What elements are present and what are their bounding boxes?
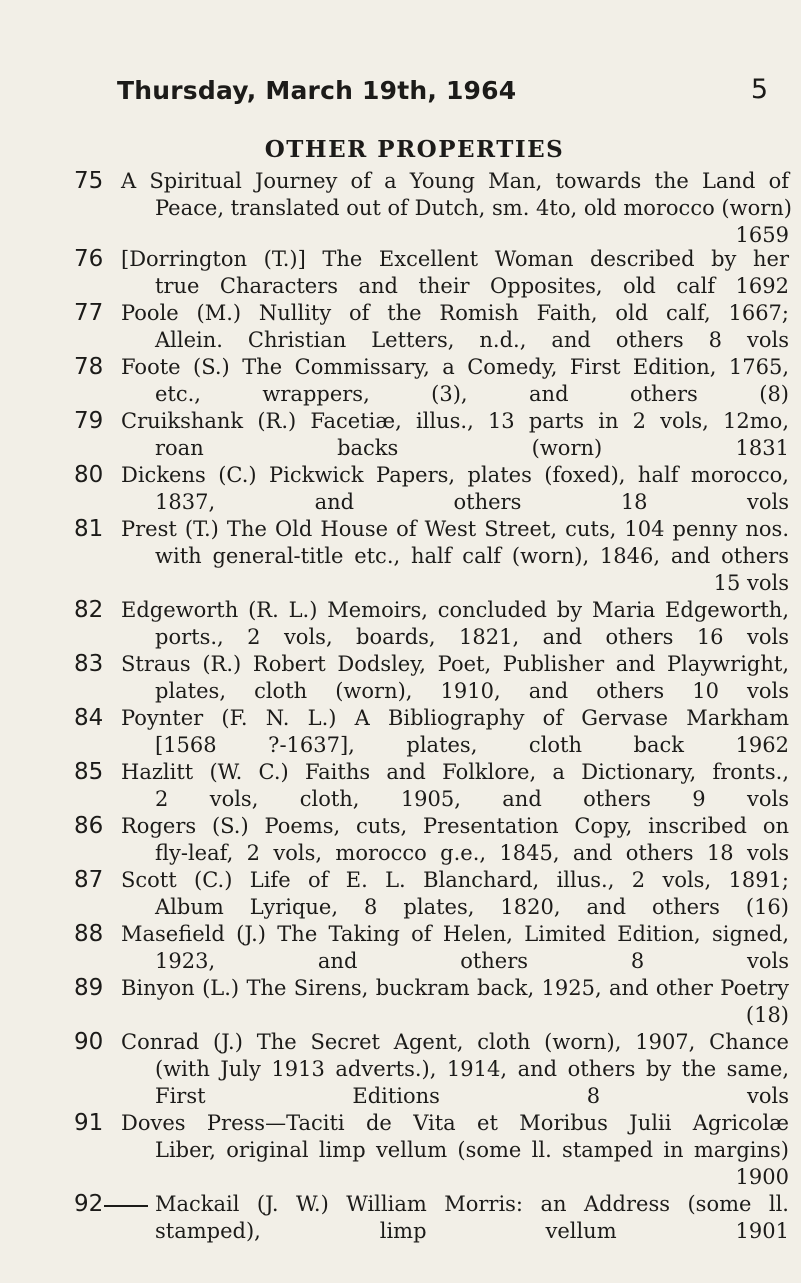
section-title: OTHER PROPERTIES	[264, 136, 565, 163]
lot-number: 85	[74, 759, 104, 785]
lot-description-line: Peace, translated out of Dutch, sm. 4to, old morocco (worn)	[155, 196, 792, 220]
lot-description-line: Prest (T.) The Old House of West Street, cuts, 104 penny nos.	[121, 517, 789, 541]
lot-description-line: (18)	[745, 1003, 789, 1027]
lot-number: 89	[74, 975, 104, 1001]
lot-number: 81	[74, 516, 104, 542]
lot-description-line: A Spiritual Journey of a Young Man, towards the Land of	[121, 169, 789, 193]
lot-number: 86	[74, 813, 104, 839]
lot-description-line: 1837, and others 18 vols	[155, 490, 789, 514]
lot-description-line: Poynter (F. N. L.) A Bibliography of Gervase Markham	[121, 706, 789, 730]
lot-description-line: Allein. Christian Letters, n.d., and others 8 vols	[155, 328, 789, 352]
lot-description-line: stamped), limp vellum 1901	[155, 1219, 789, 1243]
page-number: 5	[750, 74, 768, 105]
lot-number: 78	[74, 354, 104, 380]
lot-description-line: Dickens (C.) Pickwick Papers, plates (foxed), half morocco,	[121, 463, 789, 487]
lot-description-line: with general-title etc., half calf (worn), 1846, and others	[155, 544, 789, 568]
lot-description-line: Doves Press—Taciti de Vita et Moribus Julii Agricolæ	[121, 1111, 789, 1135]
lot-description-line: Conrad (J.) The Secret Agent, cloth (worn), 1907, Chance	[121, 1030, 789, 1054]
lot-description-line: 1900	[735, 1165, 789, 1189]
ditto-dash	[104, 1205, 148, 1207]
lot-description-line: (with July 1913 adverts.), 1914, and others by the same,	[155, 1057, 789, 1081]
lot-description-line: fly-leaf, 2 vols, morocco g.e., 1845, and others 18 vols	[155, 841, 789, 865]
lot-number: 75	[74, 168, 104, 194]
lot-description-line: etc., wrappers, (3), and others (8)	[155, 382, 789, 406]
lot-description-line: 1923, and others 8 vols	[155, 949, 789, 973]
lot-description-line: First Editions 8 vols	[155, 1084, 789, 1108]
lot-description-line: true Characters and their Opposites, old calf 1692	[155, 274, 789, 298]
lot-description-line: Rogers (S.) Poems, cuts, Presentation Copy, inscribed on	[121, 814, 789, 838]
lot-description-line: plates, cloth (worn), 1910, and others 10 vols	[155, 679, 789, 703]
lot-description-line: Masefield (J.) The Taking of Helen, Limited Edition, signed,	[121, 922, 789, 946]
lot-description-line: [1568 ?-1637], plates, cloth back 1962	[155, 733, 789, 757]
lot-description-line: Cruikshank (R.) Facetiæ, illus., 13 parts in 2 vols, 12mo,	[121, 409, 789, 433]
lot-number: 92	[74, 1191, 104, 1217]
lot-number: 76	[74, 246, 104, 272]
lot-number: 83	[74, 651, 104, 677]
lot-description-line: 15 vols	[713, 571, 789, 595]
lot-description-line: 1659	[735, 223, 789, 247]
lot-description-line: roan backs (worn) 1831	[155, 436, 789, 460]
lot-description-line: Mackail (J. W.) William Morris: an Address (some ll.	[155, 1192, 789, 1216]
lot-number: 79	[74, 408, 104, 434]
lot-description-line: Binyon (L.) The Sirens, buckram back, 1925, and other Poetry	[121, 976, 789, 1000]
lot-number: 88	[74, 921, 104, 947]
lot-description-line: Scott (C.) Life of E. L. Blanchard, illus., 2 vols, 1891;	[121, 868, 789, 892]
lot-number: 84	[74, 705, 104, 731]
lot-number: 91	[74, 1110, 104, 1136]
lot-description-line: Album Lyrique, 8 plates, 1820, and others (16)	[155, 895, 789, 919]
lot-description-line: [Dorrington (T.)] The Excellent Woman described by her	[121, 247, 789, 271]
lot-number: 82	[74, 597, 104, 623]
lot-description-line: Foote (S.) The Commissary, a Comedy, First Edition, 1765,	[121, 355, 789, 379]
lot-description-line: ports., 2 vols, boards, 1821, and others 16 vols	[155, 625, 789, 649]
lot-description-line: Straus (R.) Robert Dodsley, Poet, Publisher and Playwright,	[121, 652, 789, 676]
lot-description-line: Liber, original limp vellum (some ll. stamped in margins)	[155, 1138, 789, 1162]
lot-description-line: Edgeworth (R. L.) Memoirs, concluded by Maria Edgeworth,	[121, 598, 789, 622]
lot-number: 87	[74, 867, 104, 893]
lot-description-line: Hazlitt (W. C.) Faiths and Folklore, a Dictionary, fronts.,	[121, 760, 789, 784]
lot-description-line: Poole (M.) Nullity of the Romish Faith, old calf, 1667;	[121, 301, 789, 325]
lot-number: 90	[74, 1029, 104, 1055]
lot-description-line: 2 vols, cloth, 1905, and others 9 vols	[155, 787, 789, 811]
header-date: Thursday, March 19th, 1964	[117, 76, 517, 105]
lot-number: 77	[74, 300, 104, 326]
lot-number: 80	[74, 462, 104, 488]
